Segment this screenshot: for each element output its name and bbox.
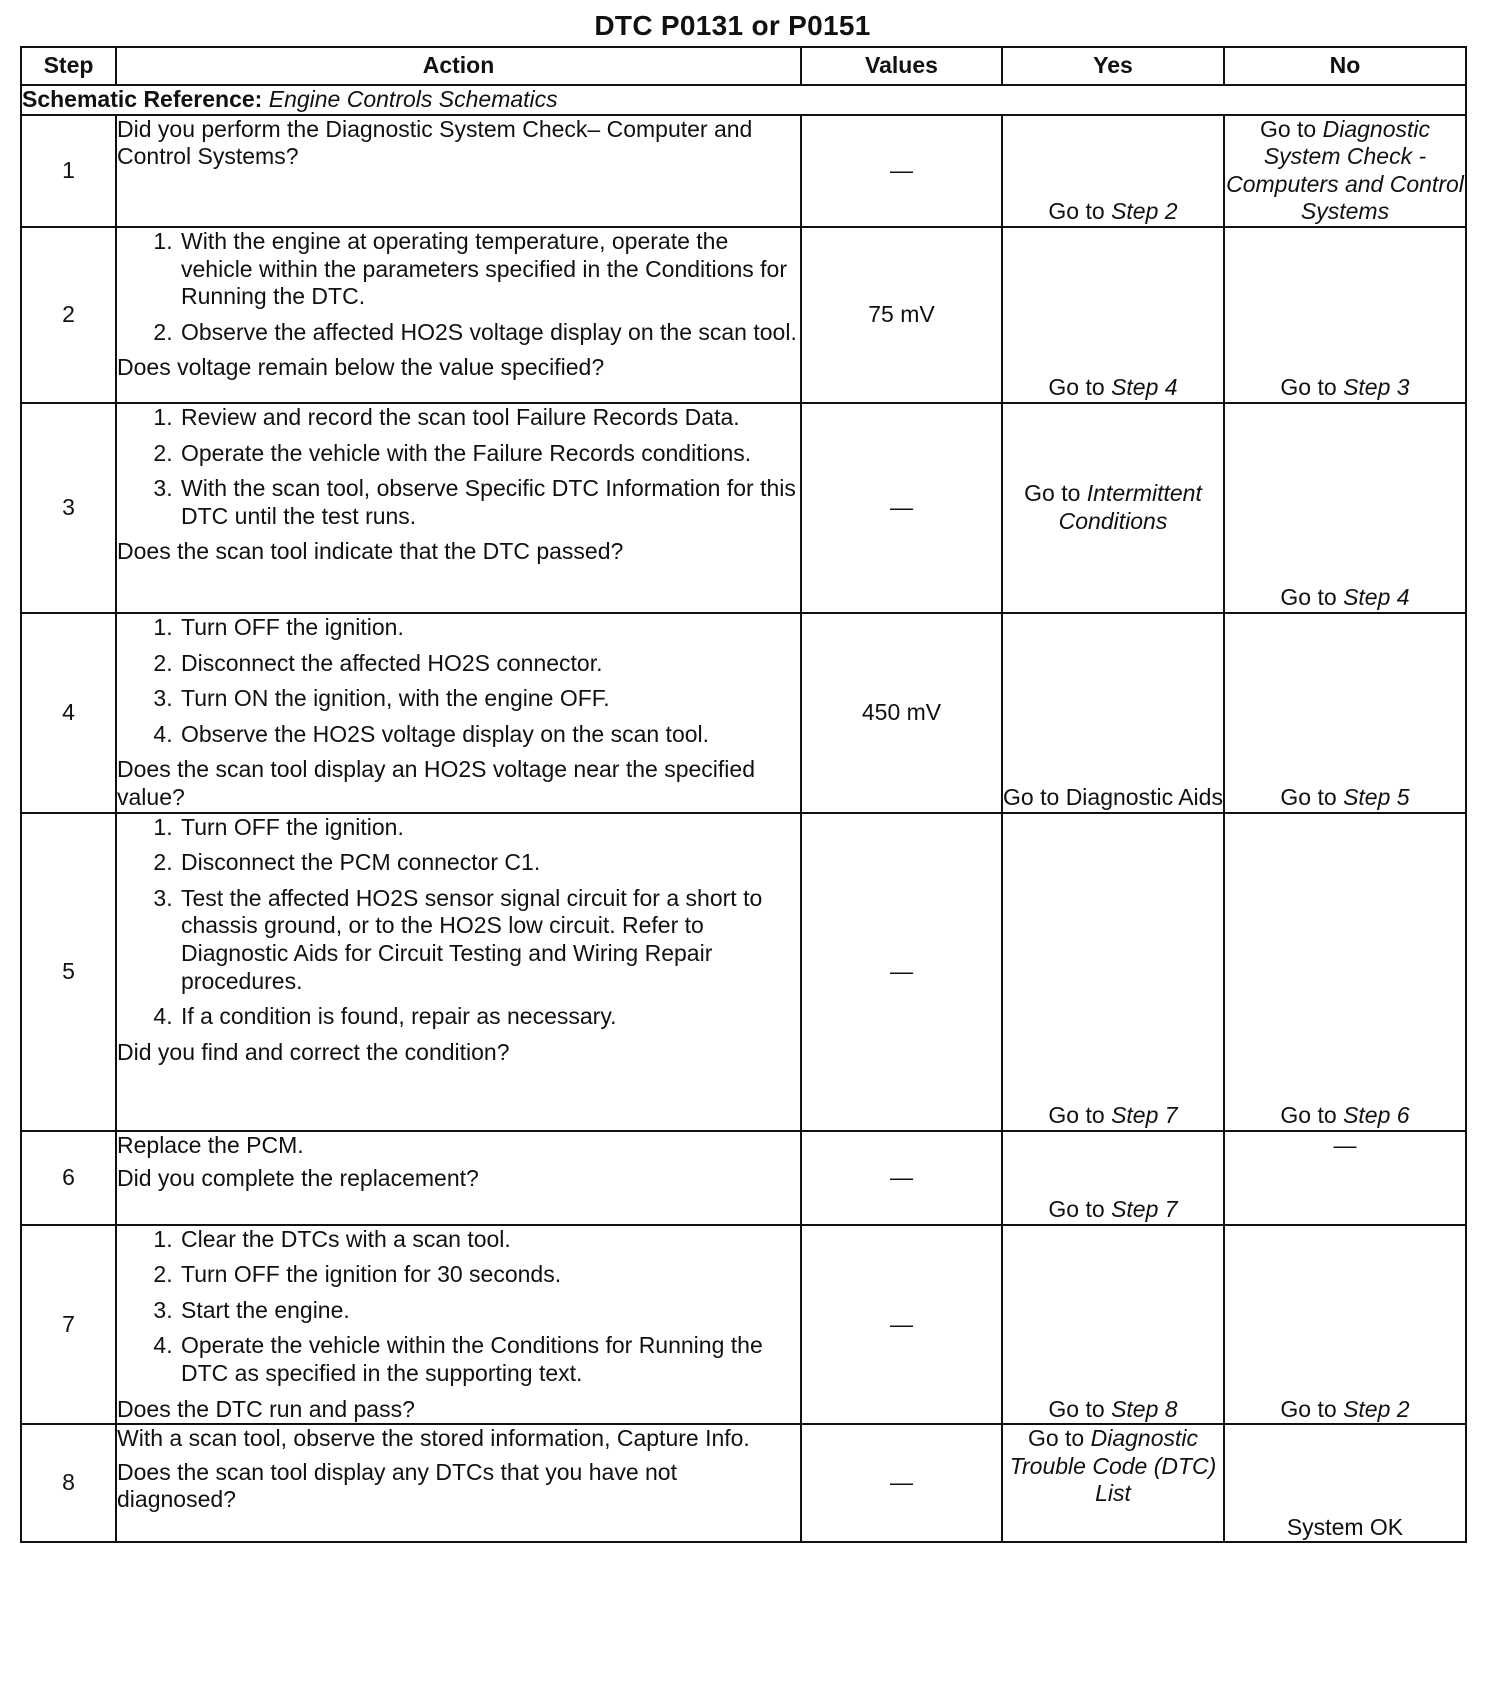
- no-text: Go to: [1280, 1395, 1344, 1422]
- no-text: Go to: [1280, 1101, 1344, 1128]
- action-cell: [116, 1131, 801, 1225]
- yes-text: Go to: [1048, 1395, 1112, 1422]
- header-row: [21, 47, 1466, 85]
- action-step-item: 3. Turn ON the ignition, with the engine OFF.: [179, 685, 800, 713]
- yes-link[interactable]: Step 2: [1111, 198, 1178, 225]
- action-steps-list: [117, 814, 800, 1031]
- yes-cell: [1002, 1225, 1224, 1425]
- action-question: Does voltage remain below the value specified?: [117, 354, 605, 381]
- action-cell: [116, 813, 801, 1131]
- value-cell: —: [801, 1225, 1002, 1425]
- no-cell: [1224, 1131, 1466, 1225]
- action-step-item: 3. With the scan tool, observe Specific DTC Information for this DTC until the test runs.: [179, 475, 800, 530]
- schematic-reference: [21, 85, 1466, 115]
- no-link[interactable]: Step 2: [1343, 1395, 1410, 1422]
- yes-link[interactable]: Step 4: [1111, 374, 1178, 401]
- header-action: Action: [116, 47, 801, 85]
- action-step-item: 2. Operate the vehicle with the Failure Records conditions.: [179, 440, 800, 468]
- action-intro: Replace the PCM.: [117, 1131, 304, 1158]
- yes-text: Go to: [1024, 480, 1087, 507]
- no-cell: [1224, 403, 1466, 613]
- action-step-item: 3. Test the affected HO2S sensor signal circuit for a short to chassis ground, or to the HO2S low circuit. Refer to Diagnostic Aids for Circuit Testing and Wiring Repair procedures.: [179, 885, 800, 995]
- action-cell: [116, 1225, 801, 1425]
- no-cell: [1224, 227, 1466, 403]
- action-step-item: 4. If a condition is found, repair as necessary.: [179, 1003, 800, 1031]
- no-link[interactable]: Step 5: [1343, 783, 1410, 810]
- no-cell: [1224, 813, 1466, 1131]
- action-cell: [116, 115, 801, 227]
- schematic-label: Schematic Reference:: [22, 86, 263, 112]
- schematic-row: [21, 85, 1466, 115]
- action-step-item: 3. Start the engine.: [179, 1297, 800, 1325]
- no-text: Go to: [1280, 783, 1344, 810]
- yes-text: Go to: [1048, 1195, 1112, 1222]
- table-row: [21, 813, 1466, 1131]
- action-steps-list: [117, 1226, 800, 1388]
- action-question: Does the scan tool indicate that the DTC passed?: [117, 538, 624, 565]
- action-intro: With a scan tool, observe the stored information, Capture Info.: [117, 1425, 750, 1452]
- table-row: [21, 227, 1466, 403]
- header-yes: Yes: [1002, 47, 1224, 85]
- action-cell: [116, 1424, 801, 1542]
- no-cell: [1224, 1424, 1466, 1542]
- no-text: Go to: [1280, 584, 1344, 611]
- yes-text: Go to: [1048, 374, 1112, 401]
- action-intro: Did you perform the Diagnostic System Check– Computer and Control Systems?: [117, 115, 753, 170]
- table-row: [21, 1424, 1466, 1542]
- step-number: 4: [21, 613, 116, 813]
- value-cell: —: [801, 1131, 1002, 1225]
- table-row: [21, 613, 1466, 813]
- yes-link[interactable]: Step 7: [1111, 1101, 1178, 1128]
- action-steps-list: [117, 614, 800, 748]
- step-number: 6: [21, 1131, 116, 1225]
- action-cell: [116, 227, 801, 403]
- no-link[interactable]: Step 4: [1343, 584, 1410, 611]
- yes-text: Go to: [1048, 1101, 1112, 1128]
- yes-cell: [1002, 115, 1224, 227]
- yes-link[interactable]: Diagnostic Trouble Code (DTC) List: [1009, 1425, 1217, 1507]
- yes-cell: [1002, 403, 1224, 613]
- action-steps-list: [117, 228, 800, 346]
- step-number: 8: [21, 1424, 116, 1542]
- no-text: Go to: [1280, 374, 1344, 401]
- action-question: Did you find and correct the condition?: [117, 1038, 510, 1065]
- action-step-item: 2. Disconnect the affected HO2S connector.: [179, 650, 800, 678]
- yes-cell: [1002, 227, 1224, 403]
- schematic-value: Engine Controls Schematics: [268, 86, 558, 112]
- header-no: No: [1224, 47, 1466, 85]
- no-text: —: [1333, 1131, 1357, 1158]
- step-number: 2: [21, 227, 116, 403]
- action-cell: [116, 613, 801, 813]
- yes-cell: [1002, 1424, 1224, 1542]
- action-step-item: 1. Turn OFF the ignition.: [179, 614, 800, 642]
- no-link[interactable]: Step 6: [1343, 1101, 1410, 1128]
- no-text: System OK: [1286, 1513, 1404, 1540]
- action-step-item: 1. With the engine at operating temperature, operate the vehicle within the parameters specified in the Conditions for Running the DTC.: [179, 228, 800, 311]
- action-step-item: 4. Observe the HO2S voltage display on the scan tool.: [179, 721, 800, 749]
- yes-text: Go to: [1048, 198, 1112, 225]
- action-step-item: 2. Turn OFF the ignition for 30 seconds.: [179, 1261, 800, 1289]
- value-cell: —: [801, 813, 1002, 1131]
- step-number: 7: [21, 1225, 116, 1425]
- action-question: Does the DTC run and pass?: [117, 1395, 415, 1422]
- step-number: 1: [21, 115, 116, 227]
- table-row: [21, 403, 1466, 613]
- action-step-item: 1. Review and record the scan tool Failure Records Data.: [179, 404, 800, 432]
- page-title: DTC P0131 or P0151: [594, 10, 871, 41]
- action-steps-list: [117, 404, 800, 530]
- action-question: Does the scan tool display any DTCs that you have not diagnosed?: [117, 1458, 677, 1513]
- action-question: Did you complete the replacement?: [117, 1165, 479, 1192]
- no-link[interactable]: Step 3: [1343, 374, 1410, 401]
- step-number: 5: [21, 813, 116, 1131]
- header-step: Step: [21, 47, 116, 85]
- action-step-item: 1. Turn OFF the ignition.: [179, 814, 800, 842]
- action-step-item: 2. Observe the affected HO2S voltage display on the scan tool.: [179, 319, 800, 347]
- yes-cell: [1002, 613, 1224, 813]
- action-step-item: 4. Operate the vehicle within the Conditions for Running the DTC as specified in the supporting text.: [179, 1332, 800, 1387]
- action-step-item: 1. Clear the DTCs with a scan tool.: [179, 1226, 800, 1254]
- table-row: [21, 1225, 1466, 1425]
- yes-link[interactable]: Step 8: [1111, 1395, 1178, 1422]
- value-cell: 450 mV: [801, 613, 1002, 813]
- diagnostic-table: [20, 46, 1467, 1543]
- action-step-item: 2. Disconnect the PCM connector C1.: [179, 849, 800, 877]
- yes-link[interactable]: Intermittent Conditions: [1058, 480, 1202, 534]
- action-question: Does the scan tool display an HO2S voltage near the specified value?: [117, 756, 755, 810]
- step-number: 3: [21, 403, 116, 613]
- yes-cell: [1002, 813, 1224, 1131]
- yes-text: Go to: [1027, 1425, 1091, 1452]
- header-values: Values: [801, 47, 1002, 85]
- action-cell: [116, 403, 801, 613]
- no-link[interactable]: Diagnostic System Check - Computers and Control Systems: [1226, 115, 1464, 225]
- no-text: Go to: [1259, 115, 1323, 142]
- no-cell: [1224, 613, 1466, 813]
- no-cell: [1224, 115, 1466, 227]
- value-cell: —: [801, 1424, 1002, 1542]
- table-row: [21, 1131, 1466, 1225]
- value-cell: —: [801, 115, 1002, 227]
- table-row: [21, 115, 1466, 227]
- yes-cell: [1002, 1131, 1224, 1225]
- yes-link[interactable]: Step 7: [1111, 1195, 1178, 1222]
- no-cell: [1224, 1225, 1466, 1425]
- value-cell: —: [801, 403, 1002, 613]
- yes-text: Go to Diagnostic Aids: [1003, 783, 1223, 810]
- value-cell: 75 mV: [801, 227, 1002, 403]
